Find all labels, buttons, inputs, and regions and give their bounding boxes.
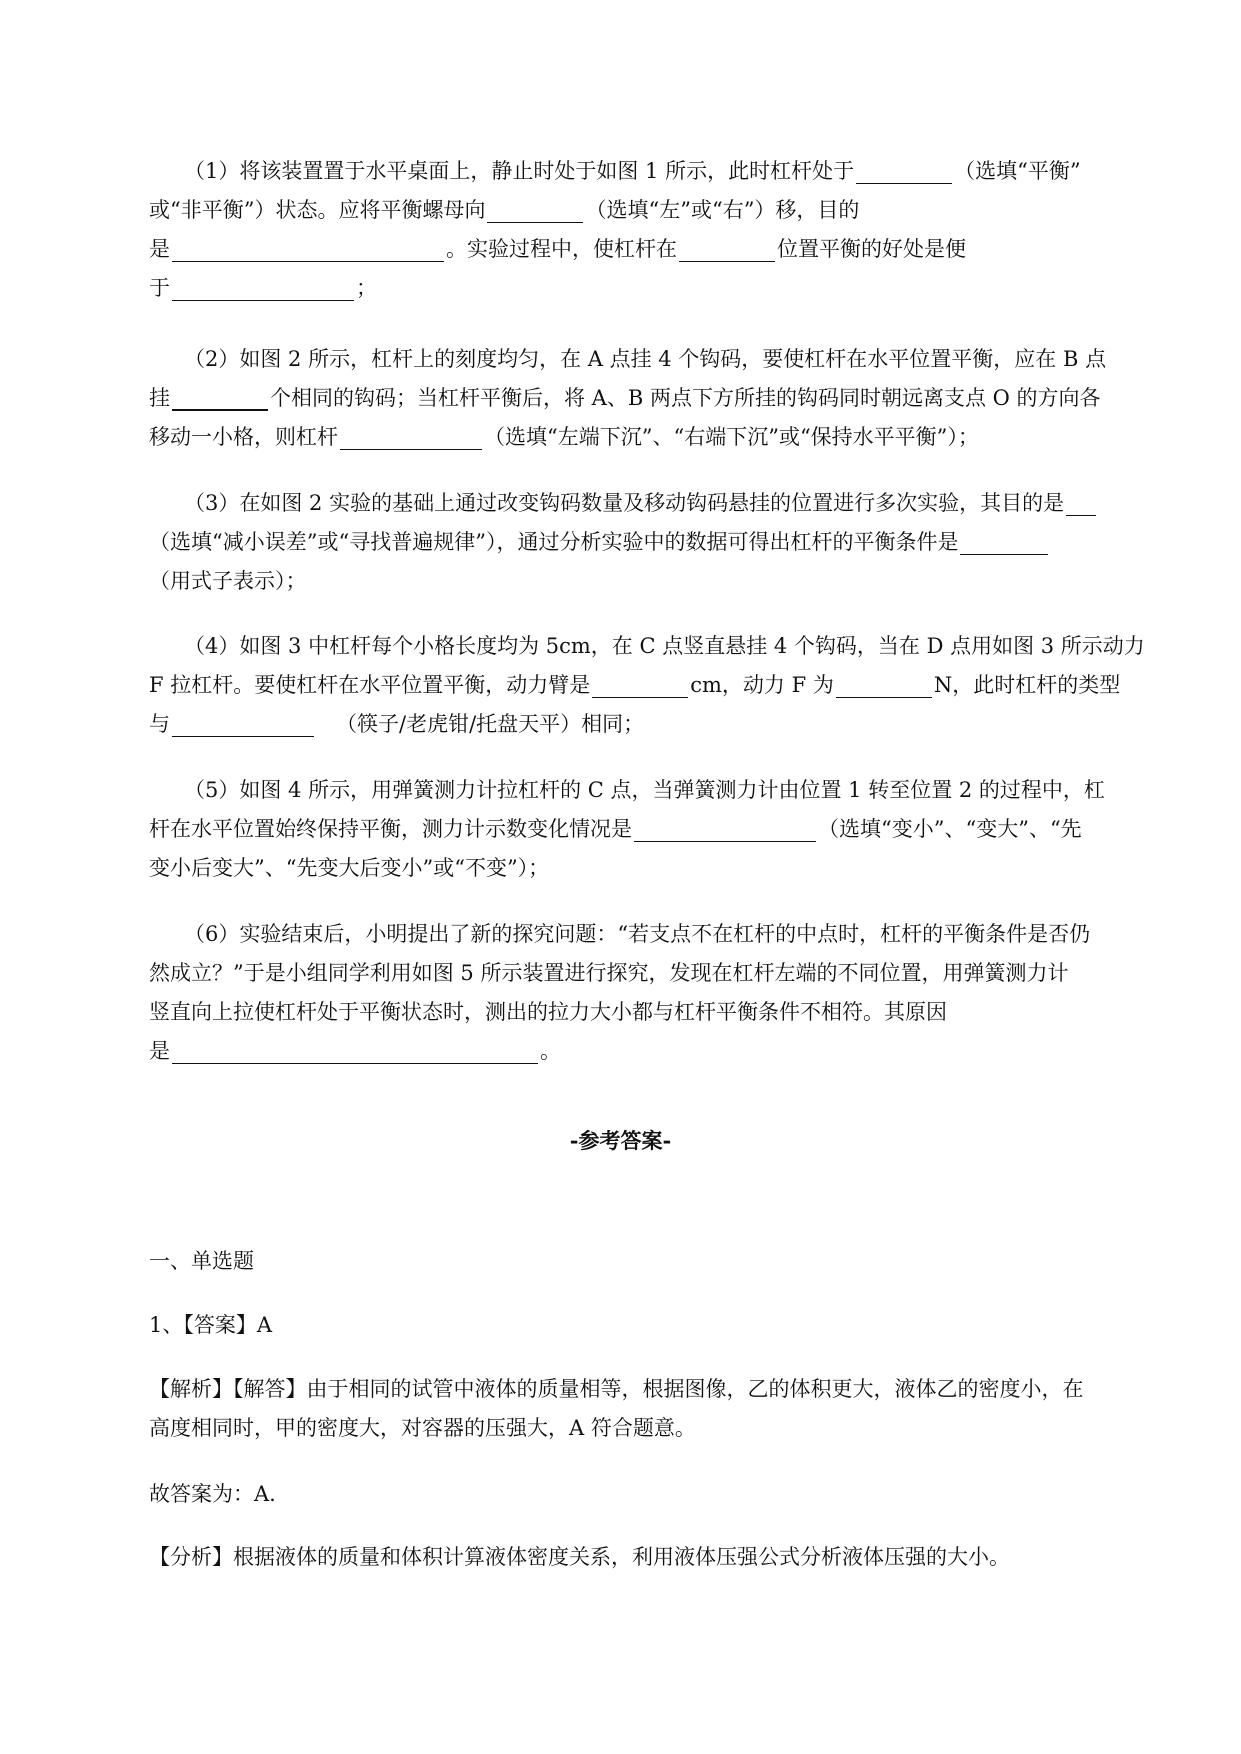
question-2	[149, 340, 1149, 457]
q4-text: （筷子/老虎钳/托盘天平）相同；	[336, 712, 645, 736]
answers-heading: -参考答案-	[569, 1128, 672, 1153]
answer-blank[interactable]	[340, 423, 482, 450]
answer-blank[interactable]	[1066, 489, 1096, 516]
q3-text: （选填“减小误差”或“寻找普遍规律”），通过分析实验中的数据可得出杠杆的平衡条件是	[149, 530, 959, 554]
question-3	[149, 484, 1149, 601]
answer-fenxi: 【分析】根据液体的质量和体积计算液体密度关系，利用液体压强公式分析液体压强的大小。	[149, 1545, 1010, 1569]
q4-text: cm，动力 F 为	[690, 673, 834, 697]
answer-analysis	[149, 1370, 1149, 1448]
q1-text: （选填“平衡”	[954, 159, 1081, 183]
q1-text: ；	[356, 276, 377, 300]
answer-blank[interactable]	[634, 815, 816, 842]
q6-text: 是	[149, 1039, 170, 1063]
answer-blank[interactable]	[172, 383, 268, 411]
q1-text: 是	[149, 237, 170, 261]
answer-blank[interactable]	[172, 1037, 538, 1064]
q2-text: （2）如图 2 所示，杠杆上的刻度均匀，在 A 点挂 4 个钩码，要使杠杆在水平位置平衡，应在 B 点	[184, 347, 1107, 371]
q6-text: 。	[540, 1039, 561, 1063]
q1-text: （1）将该装置置于水平桌面上，静止时处于如图 1 所示，此时杠杆处于	[184, 159, 855, 183]
q6-text: （6）实验结束后，小明提出了新的探究问题：“若支点不在杠杆的中点时，杠杆的平衡条件是否仍	[184, 922, 1091, 946]
question-5	[149, 771, 1149, 888]
q5-text: 杆在水平位置始终保持平衡，测力计示数变化情况是	[149, 817, 632, 841]
q2-text: 移动一小格，则杠杆	[149, 425, 338, 449]
answer-blank[interactable]	[960, 528, 1048, 555]
answer-blank[interactable]	[856, 157, 952, 184]
q2-text: 挂	[149, 386, 170, 410]
q2-text: （选填“左端下沉”、“右端下沉”或“保持水平平衡”）；	[484, 425, 979, 449]
question-6	[149, 915, 1149, 1071]
section-title: 一、单选题	[149, 1249, 254, 1273]
q1-text: 。实验过程中，使杠杆在	[446, 237, 677, 261]
q4-text: 与	[149, 712, 170, 736]
q4-text: F 拉杠杆。要使杠杆在水平位置平衡，动力臂是	[149, 673, 591, 697]
analysis-text: 【解析】【解答】由于相同的试管中液体的质量相等，根据图像，乙的体积更大，液体乙的密度小，在	[149, 1377, 1084, 1401]
answer-blank[interactable]	[172, 235, 444, 262]
answer-blank[interactable]	[172, 710, 314, 737]
q1-text: 位置平衡的好处是便	[777, 237, 966, 261]
answer-blank[interactable]	[592, 671, 688, 698]
analysis-text: 高度相同时，甲的密度大，对容器的压强大，A 符合题意。	[149, 1416, 696, 1440]
q6-text: 然成立？”于是小组同学利用如图 5 所示装置进行探究，发现在杠杆左端的不同位置，用弹簧测力计	[149, 961, 1069, 985]
answer-1: 1、【答案】A	[149, 1313, 273, 1337]
q2-text: 个相同的钩码；当杠杆平衡后，将 A、B 两点下方所挂的钩码同时朝远离支点 O 的方向各	[270, 386, 1101, 410]
final-answer: 故答案为：A.	[149, 1482, 276, 1506]
q3-text: （用式子表示）；	[149, 569, 307, 593]
q4-text: N，此时杠杆的类型	[933, 673, 1121, 697]
answer-blank[interactable]	[679, 235, 775, 262]
q3-text: （3）在如图 2 实验的基础上通过改变钩码数量及移动钩码悬挂的位置进行多次实验，其目的是	[184, 491, 1065, 515]
q5-text: （5）如图 4 所示，用弹簧测力计拉杠杆的 C 点，当弹簧测力计由位置 1 转至位置 2 的过程中，杠	[184, 778, 1105, 802]
q5-text: （选填“变小”、“变大”、“先	[818, 817, 1082, 841]
q5-text: 变小后变大”、“先变大后变小”或“不变”）；	[149, 856, 550, 880]
answer-blank[interactable]	[487, 196, 583, 223]
question-1	[149, 152, 1149, 308]
answer-blank[interactable]	[172, 274, 354, 301]
q4-text: （4）如图 3 中杠杆每个小格长度均为 5cm，在 C 点竖直悬挂 4 个钩码，当在 D 点用如图 3 所示动力	[184, 634, 1145, 658]
q6-text: 竖直向上拉使杠杆处于平衡状态时，测出的拉力大小都与杠杆平衡条件不相符。其原因	[149, 1000, 947, 1024]
answer-blank[interactable]	[836, 671, 932, 698]
q1-text: （选填“左”或“右”）移，目的	[585, 198, 860, 222]
q1-text: 或“非平衡”）状态。应将平衡螺母向	[149, 198, 486, 222]
question-4	[149, 627, 1149, 744]
q1-text: 于	[149, 276, 170, 300]
